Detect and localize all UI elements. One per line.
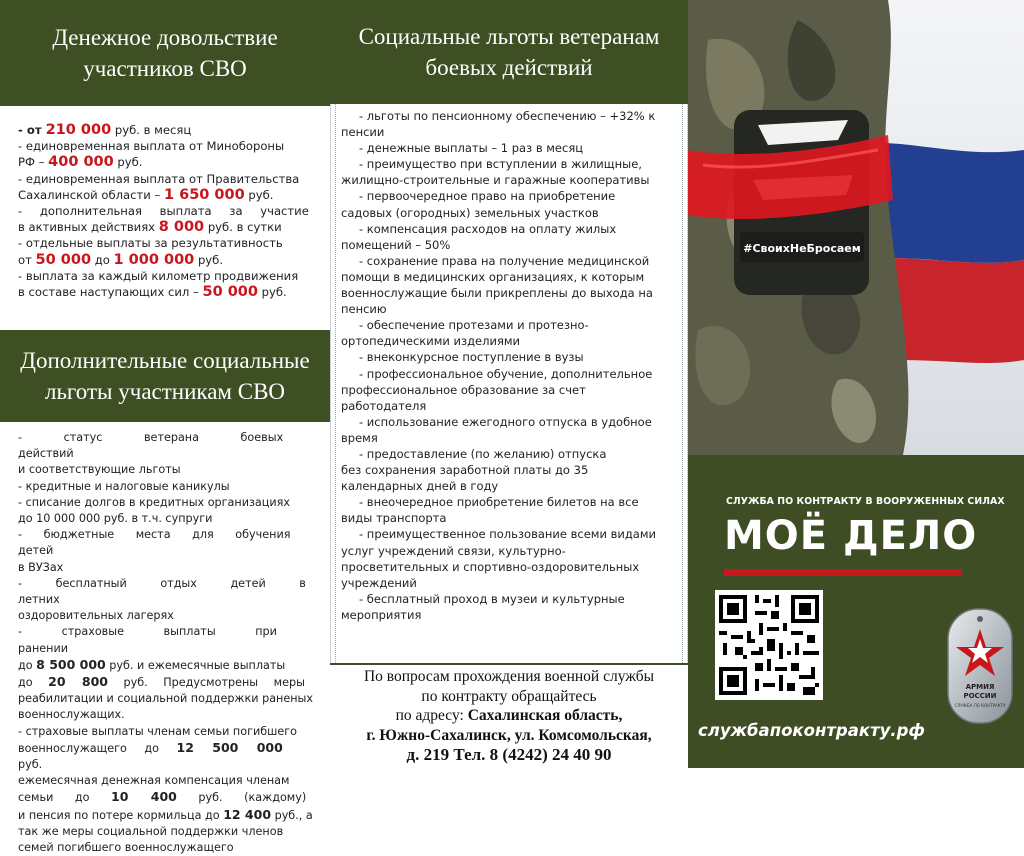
benefit-line: реабилитации и социальной поддержки раненых <box>18 692 314 706</box>
veteran-benefit-line: - льготы по пенсионному обеспечению – +32% к <box>359 109 656 123</box>
veteran-benefit-line: мероприятия <box>341 607 422 622</box>
moe-delo-title: МОЁ ДЕЛО <box>724 513 978 559</box>
pay-line: в активных действиях 8 000 руб. в сутки <box>18 219 282 236</box>
benefit-line: - бесплатный отдых детей в летних <box>18 576 306 607</box>
benefit-line: - страховые выплаты при ранении <box>18 625 277 655</box>
benefit-line: - статус ветерана боевых действий <box>18 431 284 461</box>
veteran-benefit-line: без сохранения заработной платы до 35 <box>341 463 589 478</box>
qr-icon <box>715 590 823 700</box>
benefit-line: семьи до 10 400 руб. (каждому) <box>18 789 307 805</box>
pay-header-text: Денежное довольствие участников СВО <box>52 25 278 81</box>
veteran-benefit-line: - предоставление (по желанию) отпуска <box>359 446 607 461</box>
veteran-benefit-line: помощи в медицинских организациях, к которым <box>341 269 645 284</box>
veteran-benefit-line: - преимущественное пользование всеми видами <box>359 527 657 542</box>
promo-panel <box>688 455 1024 768</box>
soldier-illustration <box>688 0 1024 455</box>
army-dogtag <box>946 607 1014 725</box>
benefit-line: семей погибшего военнослужащего <box>18 841 234 855</box>
benefit-line: - бюджетные места для обучения детей <box>18 528 291 558</box>
contact-info <box>330 663 688 768</box>
contact-line: г. Южно-Сахалинск, ул. Комсомольская, <box>366 726 652 744</box>
veteran-benefit-line: время <box>341 430 378 445</box>
veteran-benefit-line: помещений – 50% <box>341 237 451 252</box>
benefit-line: так же меры социальной поддержки членов <box>18 824 284 838</box>
contact-line: по адресу: Сахалинская область, <box>395 707 623 724</box>
benefits-header <box>0 330 330 422</box>
veteran-benefit-line: - внеочередное приобретение билетов на все <box>359 495 639 510</box>
veteran-benefit-line: календарных дней в году <box>341 479 499 494</box>
pay-line: - единовременная выплата от Минобороны <box>18 139 285 154</box>
promo-photo <box>688 0 1024 455</box>
contact-line: по контракту обращайтесь <box>421 687 597 705</box>
veteran-benefit-line: военнослужащие были прикреплены до выхода на <box>341 286 653 301</box>
veteran-benefit-line: пенсии <box>341 125 385 140</box>
veteran-benefit-line: виды транспорта <box>341 511 447 526</box>
benefit-line: до 20 800 руб. Предусмотрены меры <box>18 674 305 690</box>
benefit-line: военнослужащих. <box>18 708 125 722</box>
contact-line: По вопросам прохождения военной службы <box>363 668 655 685</box>
veterans-section <box>330 104 688 663</box>
hashtag-text: #СвоихНеБросаем <box>743 242 861 255</box>
army-label-1: АРМИЯ <box>965 683 995 691</box>
benefit-line: ежемесячная денежная компенсация членам <box>18 774 290 788</box>
pay-section <box>0 106 330 330</box>
veteran-benefit-line: садовых (огородных) земельных участков <box>341 205 599 220</box>
pay-line: от 50 000 до 1 000 000 руб. <box>18 251 224 268</box>
pay-line: - дополнительная выплата за участие <box>18 204 309 219</box>
dotted-border-right <box>682 104 683 663</box>
benefit-line: военнослужащего до 12 500 000 руб. <box>18 739 283 772</box>
veteran-benefit-line: ортопедическими изделиями <box>341 334 521 349</box>
army-label-small: СЛУЖБА ПО КОНТРАКТУ <box>954 703 1006 708</box>
veteran-benefit-line: - компенсация расходов на оплату жилых <box>359 221 617 236</box>
pay-header <box>0 0 330 106</box>
contact-line: д. 219 Тел. 8 (4242) 24 40 90 <box>406 745 612 764</box>
pay-line: - от 210 000 руб. в месяц <box>18 122 192 138</box>
benefit-line: в ВУЗах <box>18 560 64 574</box>
benefit-line: до 8 500 000 руб. и ежемесячные выплаты <box>18 656 286 672</box>
benefit-line: до 10 000 000 руб. в т.ч. супруги <box>18 512 213 526</box>
benefit-line: и соответствующие льготы <box>18 463 181 477</box>
veteran-benefit-line: учреждений <box>341 575 417 590</box>
website-link[interactable]: службапоконтракту.рф <box>698 721 925 740</box>
dotted-border-left <box>335 104 336 663</box>
veterans-header-text: Социальные льготы ветеранам боевых действий <box>358 24 660 80</box>
veteran-benefit-line: просветительных и спортивно-оздоровительных <box>341 559 640 574</box>
pay-line: - отдельные выплаты за результативность <box>18 236 283 251</box>
veteran-benefit-line: профессиональное образование за счет <box>341 382 586 397</box>
benefit-line: и пенсия по потере кормильца до 12 400 руб., а <box>18 806 313 822</box>
veteran-benefit-line: - первоочередное право на приобретение <box>359 189 616 204</box>
veteran-benefit-line: - преимущество при вступлении в жилищные, <box>359 157 642 172</box>
pay-line: - выплата за каждый километр продвижения <box>18 268 299 283</box>
veteran-benefit-line: жилищно-строительные и гаражные кооперативы <box>341 173 650 188</box>
pay-line: в составе наступающих сил – 50 000 руб. <box>18 284 287 301</box>
pay-line: - единовременная выплата от Правительства <box>18 171 300 186</box>
army-label-2: РОССИИ <box>963 692 997 700</box>
veteran-benefit-line: - профессиональное обучение, дополнительное <box>359 366 653 381</box>
red-underline <box>724 569 962 576</box>
veterans-header <box>330 0 688 104</box>
service-label: СЛУЖБА ПО КОНТРАКТУ В ВООРУЖЕННЫХ СИЛАХ <box>726 496 1005 507</box>
veteran-benefit-line: - денежные выплаты – 1 раз в месяц <box>359 141 584 156</box>
veterans-list <box>339 108 679 623</box>
veteran-benefit-line: пенсию <box>341 302 387 317</box>
veteran-benefit-line: - внеконкурсное поступление в вузы <box>359 350 584 365</box>
veteran-benefit-line: - сохранение права на получение медицинской <box>359 253 650 268</box>
benefits-section <box>0 422 330 855</box>
benefit-line: - кредитные и налоговые каникулы <box>18 479 230 493</box>
benefit-line: - страховые выплаты членам семьи погибшего <box>18 724 297 738</box>
pay-line: РФ – 400 000 руб. <box>18 154 143 171</box>
benefit-line: - списание долгов в кредитных организациях <box>18 495 291 509</box>
veteran-benefit-line: работодателя <box>341 398 427 413</box>
benefits-header-text: Дополнительные социальные льготы участникам СВО <box>20 348 310 404</box>
qr-code <box>715 590 823 700</box>
army-emblem-icon <box>946 607 1014 725</box>
pay-line: Сахалинской области – 1 650 000 руб. <box>18 186 274 203</box>
benefit-line: оздоровительных лагерях <box>18 609 174 623</box>
veteran-benefit-line: услуг учреждений связи, культурно- <box>341 543 566 558</box>
veteran-benefit-line: - обеспечение протезами и протезно- <box>359 318 589 333</box>
veteran-benefit-line: - использование ежегодного отпуска в удобное <box>359 414 652 429</box>
veteran-benefit-line: - бесплатный проход в музеи и культурные <box>359 591 625 606</box>
